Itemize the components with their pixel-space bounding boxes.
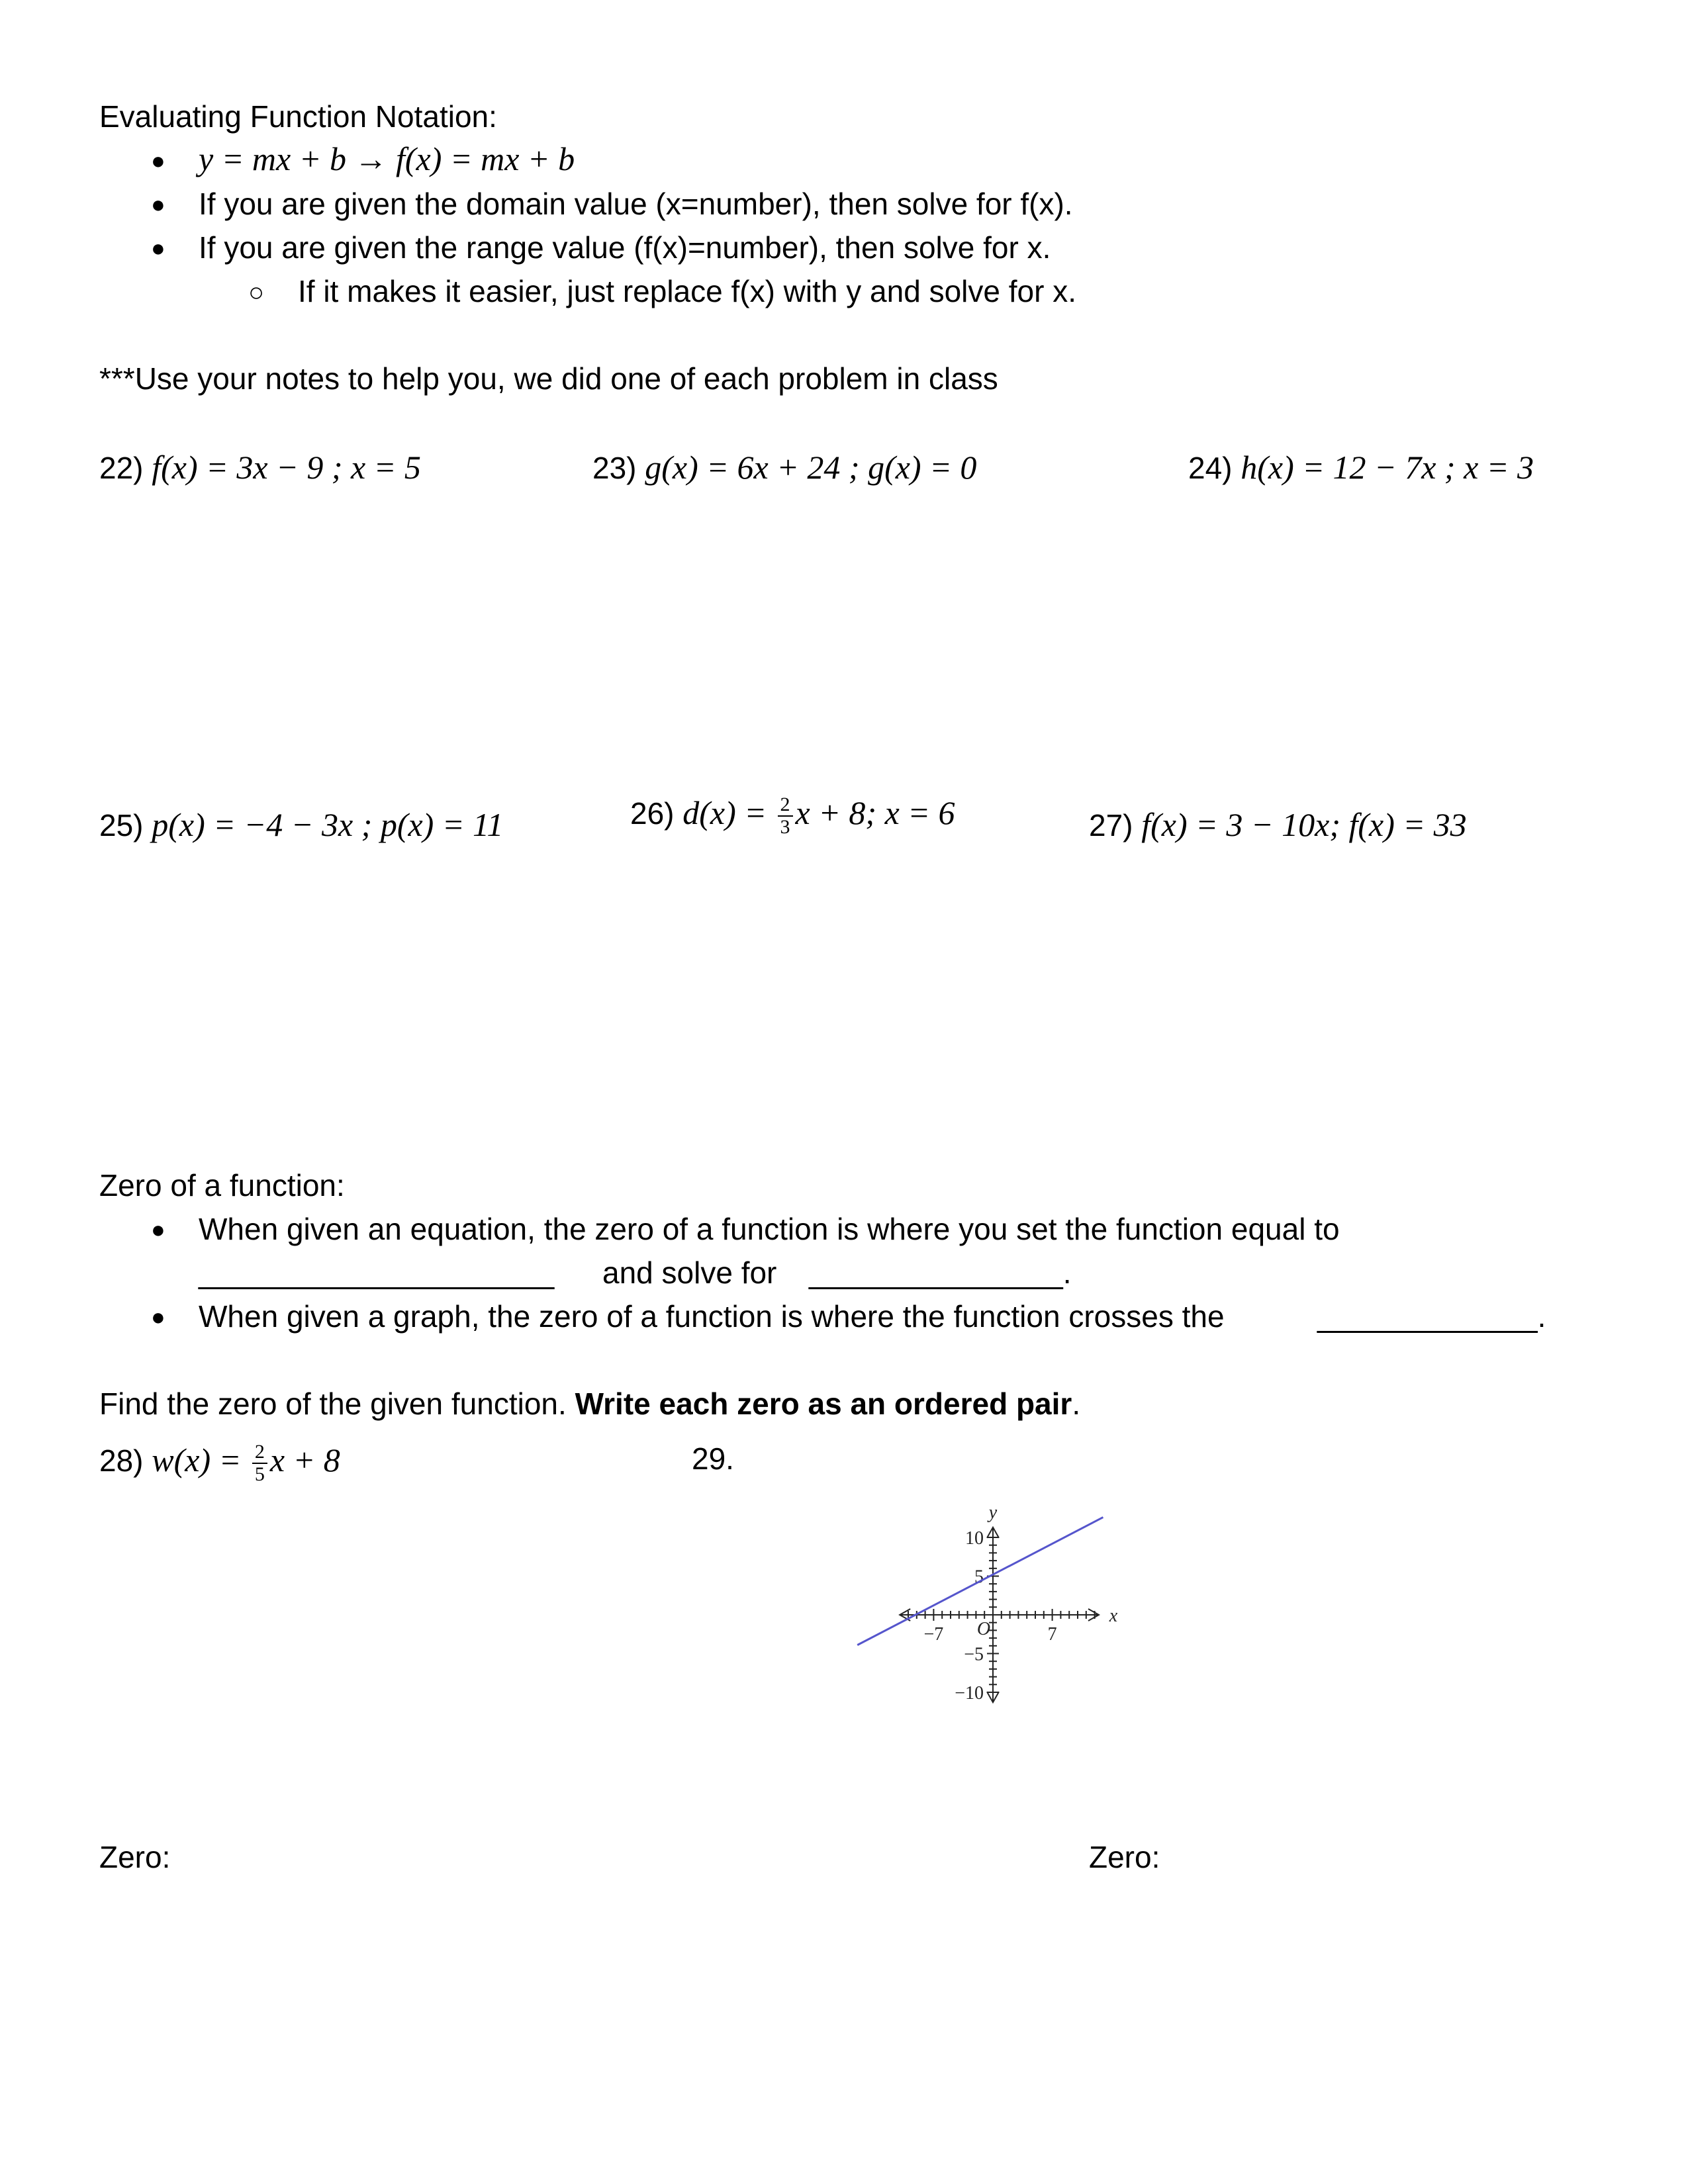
bullet-dot: ● (151, 1216, 165, 1243)
tick-label-y-neg5: −5 (964, 1644, 984, 1665)
bullet-domain-value: If you are given the domain value (x=number), then solve for f(x). (199, 187, 1073, 221)
problem-23: 23) g(x) = 6x + 24 ; g(x) = 0 (592, 449, 977, 486)
problem-26: 26) d(x) = $\frac{2}{3}$ x + 8; x = 6 (630, 794, 955, 838)
problem-28: 28) w(x) = $\frac{2}{5}$ x + 8 (99, 1441, 340, 1485)
tick-label-y-neg10: −10 (955, 1683, 984, 1704)
bullet-dot: ● (151, 1303, 165, 1330)
bullet-dot: ● (151, 147, 165, 174)
tick-label-y-10: 10 (965, 1528, 984, 1549)
problem-27-expression: f(x) = 3 − 10x; f(x) = 33 (1141, 806, 1467, 843)
zero-answer-label-29: Zero: (1089, 1840, 1160, 1874)
problem-29-graph (781, 1423, 1218, 1794)
fraction-two-fifths: $\frac{2}{5}$ (252, 1441, 267, 1484)
bullet-range-value: If you are given the range value (f(x)=number), then solve for x. (199, 230, 1051, 265)
problem-27: 27) f(x) = 3 − 10x; f(x) = 33 (1089, 806, 1467, 843)
zero-answer-label-28: Zero: (99, 1840, 171, 1874)
zero-graph-text: When given a graph, the zero of a function is where the function crosses the (199, 1299, 1225, 1334)
x-axis-label: x (1109, 1606, 1118, 1626)
problem-25: 25) p(x) = −4 − 3x ; p(x) = 11 (99, 806, 504, 843)
section-heading-function-notation: Evaluating Function Notation: (99, 99, 497, 134)
problem-24: 24) h(x) = 12 − 7x ; x = 3 (1188, 449, 1534, 486)
bullet-dot: ● (151, 234, 165, 261)
problem-25-expression: p(x) = −4 − 3x ; p(x) = 11 (152, 806, 504, 843)
find-zero-instruction: Find the zero of the given function. Write each zero as an ordered pair. (99, 1387, 1081, 1421)
tick-label-y-5: 5 (974, 1567, 984, 1588)
zero-equation-text: When given an equation, the zero of a function is where you set the function equal to (199, 1212, 1340, 1246)
tick-label-x-7: 7 (1047, 1624, 1057, 1645)
bullet-dot: ● (151, 191, 165, 218)
problem-24-expression: h(x) = 12 − 7x ; x = 3 (1241, 449, 1534, 486)
zero-graph-blank[interactable]: _____________. (1317, 1299, 1546, 1334)
tick-label-x-neg7: −7 (923, 1624, 944, 1645)
problem-29-label: 29. (692, 1441, 734, 1476)
section-heading-zero: Zero of a function: (99, 1168, 345, 1203)
zero-equation-blank-2[interactable]: _______________. (809, 1255, 1072, 1290)
zero-equation-blank-1[interactable]: _____________________ (199, 1255, 555, 1290)
fraction-two-thirds: $\frac{2}{3}$ (778, 794, 793, 837)
zero-equation-solve-for: and solve for (602, 1255, 777, 1290)
problem-22: 22) f(x) = 3x − 9 ; x = 5 (99, 449, 421, 486)
formula-slope-intercept: y = mx + b → f(x) = mx + b (199, 140, 575, 177)
sub-bullet-circle: ○ (248, 278, 265, 307)
y-axis-label: y (988, 1502, 998, 1523)
problem-22-expression: f(x) = 3x − 9 ; x = 5 (152, 449, 421, 486)
tick-label-origin: O (976, 1619, 991, 1639)
sub-bullet-replace-tip: If it makes it easier, just replace f(x) with y and solve for x. (298, 274, 1076, 308)
notes-reminder: ***Use your notes to help you, we did one of each problem in class (99, 361, 998, 396)
problem-23-expression: g(x) = 6x + 24 ; g(x) = 0 (645, 449, 977, 486)
